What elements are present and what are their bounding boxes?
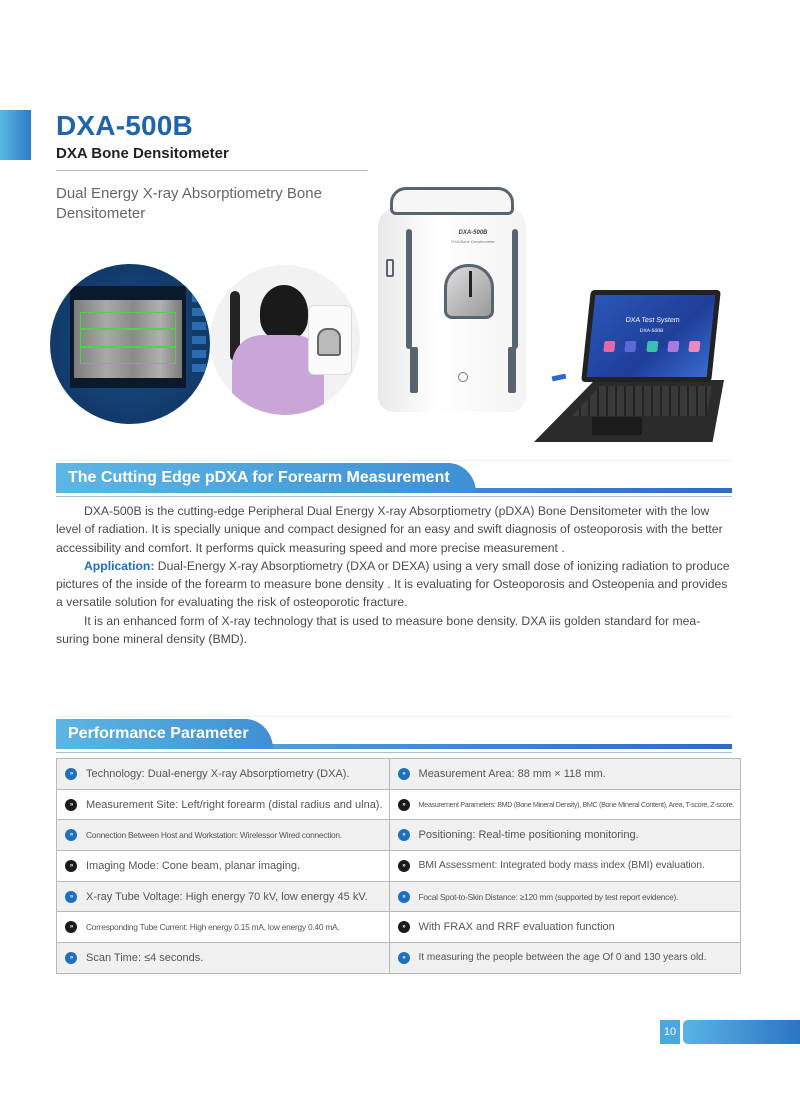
parameter-cell (57, 943, 390, 974)
page-number: 10 (660, 1020, 680, 1044)
parameter-text: Connection Between Host and Workstation: Wirelessor Wired connection. (86, 830, 342, 841)
device-trim (508, 347, 516, 393)
table-row (57, 912, 741, 943)
software-title: DXA Test System (625, 317, 680, 324)
brand-logo-icon (458, 372, 468, 382)
double-chevron-right-icon: » (65, 860, 77, 872)
application-text: Dual-Energy X-ray Absorptiometry (DXA or DEXA) using a very small dose of ionizing radiation to produce pictures of the inside of the forearm to measure bone density . It is evaluating for Osteoporosis and Osteopenia and provides a versatile solution for evaluating the risk of osteoporotic fracture. (56, 558, 730, 610)
parameter-text: Focal Spot-to-Skin Distance: ≥120 mm (supported by test report evidence). (418, 891, 679, 902)
device-sublabel: DXA Bone Densitometer (451, 239, 495, 244)
accent-bar (0, 110, 31, 160)
description-paragraph: It is an enhanced form of X-ray technology that is used to measure bone density. DXA iis golden standard for mea-suring bone mineral density (BMD). (56, 613, 701, 647)
parameter-text: BMI Assessment: Integrated body mass index (BMI) evaluation. (418, 860, 705, 872)
application-paragraph (56, 557, 732, 612)
hair-shape (260, 285, 308, 340)
parameter-text: Measurement Site: Left/right forearm (distal radius and ulna). (86, 798, 383, 811)
product-tagline: Dual Energy X-ray Absorptiometry Bone Densitometer (56, 185, 322, 222)
table-row (57, 881, 741, 912)
software-app-icons (603, 341, 700, 353)
app-icon (625, 341, 637, 352)
app-icon (603, 341, 615, 352)
application-label: Application: (84, 558, 155, 573)
app-icon (667, 341, 679, 352)
double-chevron-right-icon: » (65, 952, 77, 964)
roi-box (80, 312, 176, 364)
table-row (57, 943, 741, 974)
parameter-cell (389, 943, 740, 974)
laptop-touchpad (592, 417, 642, 435)
parameter-text: Corresponding Tube Current: High energy 0.15 mA, low energy 0.40 mA. (86, 922, 340, 933)
section-title: Performance Parameter (56, 719, 273, 749)
section-title: The Cutting Edge pDXA for Forearm Measurement (56, 463, 476, 493)
parameter-cell (389, 759, 740, 790)
parameter-text: It measuring the people between the age Of 0 and 130 years old. (418, 952, 707, 964)
parameter-cell (57, 912, 390, 943)
double-chevron-right-icon: » (398, 829, 410, 841)
double-chevron-right-icon: » (398, 921, 410, 933)
device-label: DXA-500B (458, 230, 488, 236)
parameter-text: Scan Time: ≤4 seconds. (86, 951, 204, 964)
section-underline (56, 752, 732, 753)
product-model-title: DXA-500B (56, 110, 193, 141)
performance-parameter-table (56, 758, 741, 974)
device-trim (406, 229, 412, 349)
description-paragraph: DXA-500B is the cutting-edge Peripheral Dual Energy X-ray Absorptiometry (pDXA) Bone Densitometer with the low level of radiation. It is specially unique and compact designed for an easy and swift diagnosis of osteoporosis with the better accessibility and comfort. It performs quick measuring speed and more precise measurement . (56, 504, 723, 555)
parameter-text: Positioning: Real-time positioning monitoring. (418, 829, 639, 842)
device-top (390, 187, 514, 215)
double-chevron-right-icon: » (398, 952, 410, 964)
section-header-performance (56, 719, 732, 751)
xray-forearm-bones (74, 300, 182, 378)
app-icon (688, 341, 700, 352)
double-chevron-right-icon: » (65, 891, 77, 903)
parameter-cell (389, 820, 740, 851)
section-faint-line (56, 716, 732, 717)
device-side-handle (386, 259, 394, 277)
device-trim (512, 229, 518, 349)
parameter-cell (389, 881, 740, 912)
parameter-text: X-ray Tube Voltage: High energy 70 kV, low energy 45 kV. (86, 890, 368, 903)
footer-accent-bar (683, 1020, 800, 1044)
usb-dongle (552, 374, 567, 382)
section-faint-line (56, 460, 732, 461)
title-divider (56, 170, 367, 171)
device-trim (410, 347, 418, 393)
double-chevron-right-icon: » (398, 768, 410, 780)
parameter-text: Measurement Parameters: BMD (Bone Mineral Density), BMC (Bone Mineral Content), Area, T-score, Z-score. (418, 800, 734, 810)
double-chevron-right-icon: » (398, 799, 410, 811)
table-row (57, 789, 741, 820)
table-row (57, 851, 741, 882)
double-chevron-right-icon: » (398, 891, 410, 903)
description-body (56, 502, 732, 648)
parameter-cell (389, 912, 740, 943)
double-chevron-right-icon: » (65, 921, 77, 933)
parameter-cell (389, 789, 740, 820)
roi-box (80, 346, 176, 348)
xray-screen (70, 286, 186, 388)
double-chevron-right-icon: » (65, 768, 77, 780)
software-subtitle: DXA-500B (639, 328, 664, 334)
parameter-text: Imaging Mode: Cone beam, planar imaging. (86, 859, 301, 872)
app-icon (646, 341, 658, 352)
double-chevron-right-icon: » (65, 829, 77, 841)
parameter-cell (57, 851, 390, 882)
parameter-cell (57, 881, 390, 912)
parameter-cell (57, 759, 390, 790)
parameter-text: With FRAX and RRF evaluation function (418, 921, 615, 934)
parameter-cell (57, 789, 390, 820)
parameter-cell (57, 820, 390, 851)
forearm-xray-scan-image (50, 264, 210, 424)
xray-side-panel (192, 294, 206, 374)
device-shape (308, 305, 352, 375)
dxa-device-image (378, 187, 526, 417)
parameter-text: Technology: Dual-energy X-ray Absorptiometry (DXA). (86, 767, 350, 780)
double-chevron-right-icon: » (65, 799, 77, 811)
table-row (57, 820, 741, 851)
laptop-display (587, 295, 716, 377)
roi-box (80, 328, 176, 330)
patient-using-device-image (210, 265, 360, 415)
laptop-workstation-image (534, 280, 730, 445)
parameter-cell (389, 851, 740, 882)
section-underline (56, 496, 732, 497)
product-name-subtitle: DXA Bone Densitometer (56, 145, 229, 162)
forearm-opening (444, 264, 494, 319)
laptop-screen (581, 290, 721, 382)
table-row (57, 759, 741, 790)
parameter-text: Measurement Area: 88 mm × 118 mm. (418, 767, 606, 780)
section-header-cutting-edge (56, 463, 732, 495)
double-chevron-right-icon: » (398, 860, 410, 872)
